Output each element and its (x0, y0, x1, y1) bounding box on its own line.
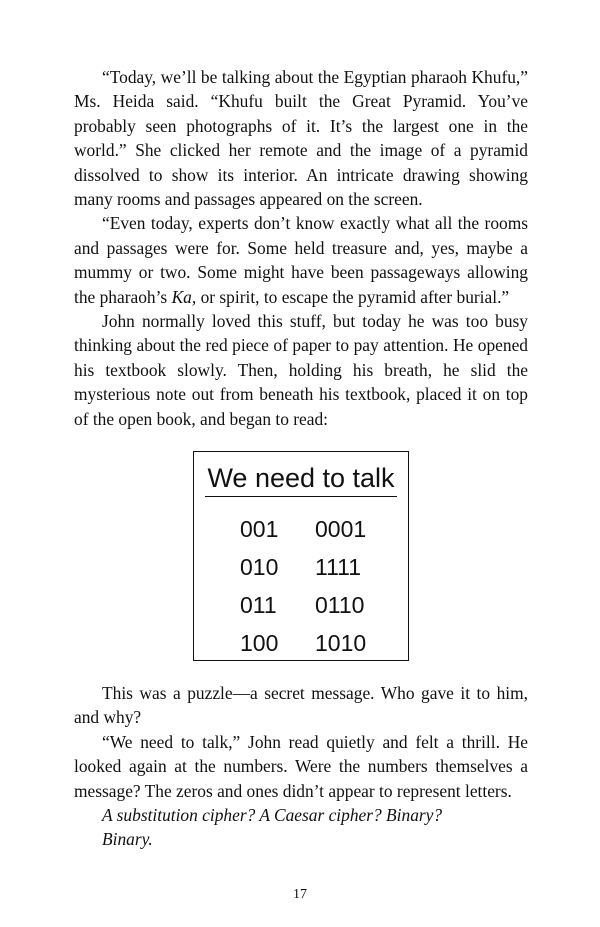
paragraph-cipher-thoughts (74, 803, 528, 827)
paragraph-john-reads (74, 309, 528, 431)
paragraph-experts (74, 211, 528, 309)
code-right: 0001 (315, 516, 367, 542)
text-segment: “We need to talk,” John read quietly and felt a thrill. He looked again at the numbers. Were the numbers themselves a message? The zeros and ones didn’t appear to represent letters. (74, 731, 528, 801)
text-segment: “Today, we’ll be talking about the Egyptian pharaoh Khufu,” Ms. Heida said. “Khufu built the Great Pyramid. You’ve probably seen photographs of it. It’s the largest one in the world.” She clicked her remote and the image of a pyramid dissolved to show its interior. An intricate drawing showing many rooms and passages appeared on the screen. (74, 67, 528, 210)
code-right: 1111 (315, 554, 362, 580)
paragraph-thrill (74, 730, 528, 803)
code-row (194, 624, 408, 662)
text-segment: “Even today, experts don’t know exactly what all the rooms and passages were for. Some held treasure and, yes, maybe a mummy or two. Some might have been passageways allowing the pharaoh’s (74, 213, 528, 307)
code-left: 001 (240, 516, 279, 542)
code-right: 1010 (315, 630, 367, 656)
note-title: We need to talk (205, 461, 397, 497)
text-segment: John normally loved this stuff, but today he was too busy thinking about the red piece of paper to pay attention. He opened his textbook slowly. Then, holding his breath, he slid the mysterious note out from beneath his textbook, placed it on top of the open book, and began to read: (74, 311, 528, 429)
code-left: 100 (240, 630, 279, 656)
code-left: 010 (240, 554, 279, 580)
text-segment: This was a puzzle—a secret message. Who gave it to him, and why? (74, 683, 528, 728)
code-row (194, 586, 408, 624)
paragraph-lecture-intro (74, 65, 528, 211)
binary-code-list (194, 510, 408, 662)
code-row (194, 548, 408, 586)
code-left: 011 (240, 592, 277, 618)
bottom-text-block (74, 681, 528, 852)
code-right: 0110 (315, 592, 365, 618)
text-segment: Binary. (102, 829, 153, 850)
page-number: 17 (293, 887, 307, 902)
text-segment: or spirit, to escape the pyramid after burial.” (196, 286, 510, 307)
text-segment: A substitution cipher? A Caesar cipher? Binary? (102, 805, 443, 826)
paragraph-puzzle (74, 681, 528, 730)
paragraph-binary (74, 827, 528, 851)
top-text-block (74, 65, 528, 431)
secret-note (193, 451, 409, 661)
code-row (194, 510, 408, 548)
italic-word-ka: Ka, (171, 286, 197, 307)
